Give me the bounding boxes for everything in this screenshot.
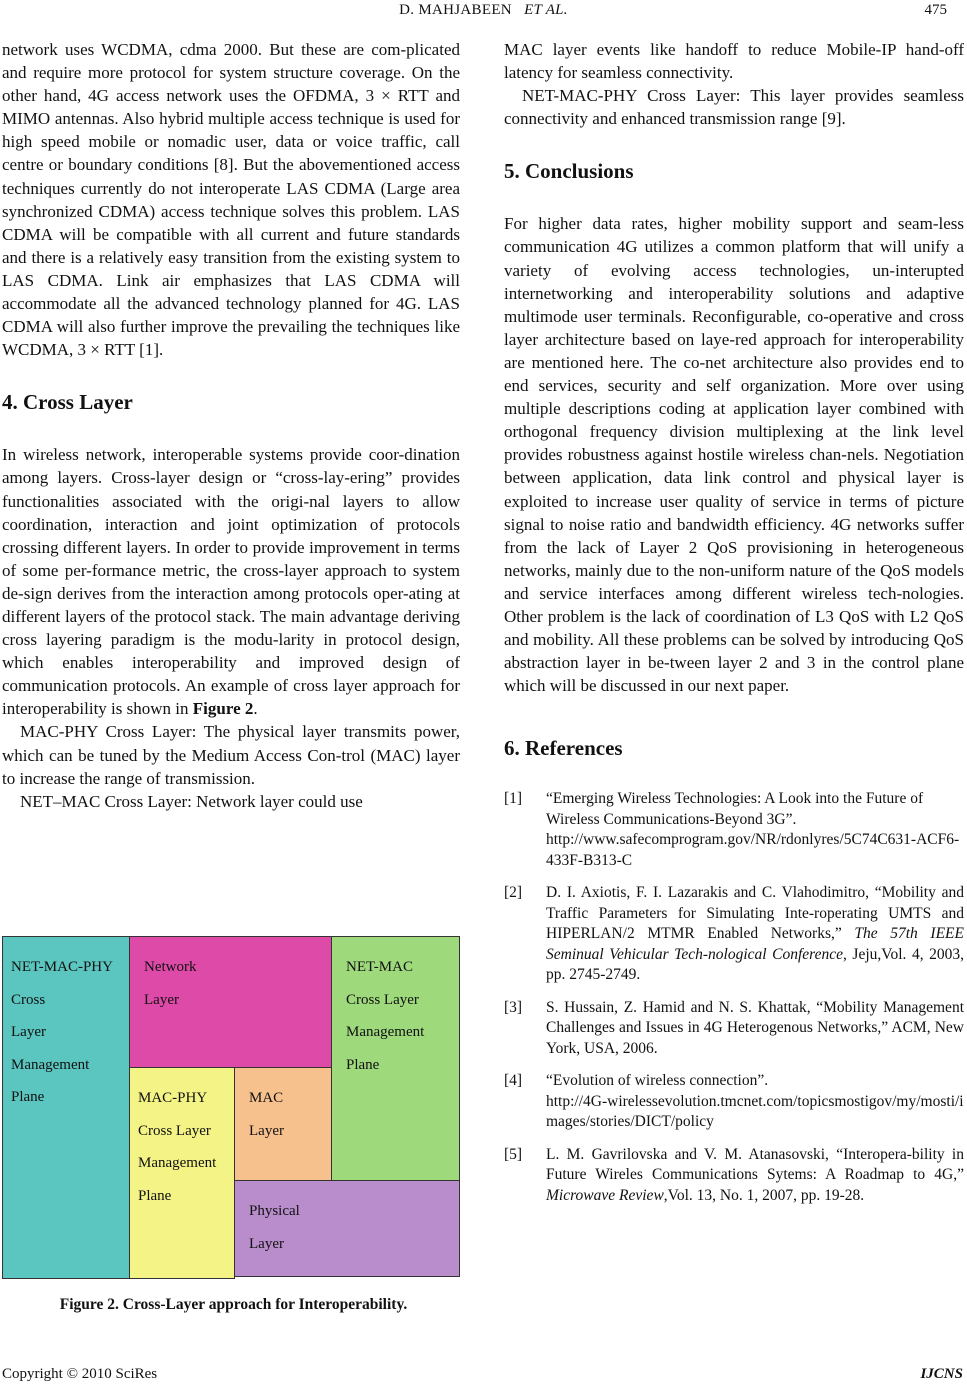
figure-reference-link[interactable]: Figure 2 <box>192 699 254 719</box>
reference-url[interactable]: http://4G-wirelessevolution.tmcnet.com/topicsmostigov/my/mosti/images/stories/DICT/policy <box>546 1092 964 1131</box>
reference-text: S. Hussain, Z. Hamid and N. S. Khattak, “Mobility Management Challenges and Issues in 4G Heterogenous Networks,” ACM, New York, USA, 2006. <box>546 998 964 1057</box>
reference-number: [1] <box>504 790 523 808</box>
paragraph-access-techniques: network uses WCDMA, cdma 2000. But these are com-plicated and require more protocol for system structure coverage. On the other hand, 4G access network uses the OFDMA, 3 × RTT and MIMO antennas. Also hybrid multiple access technique is used for high speed mobile or nomadic user, data or voice traffic, call centre or boundary conditions [8]. But the abovementioned access techniques currently do not interoperate LAS CDMA (Large area synchronized CDMA) access technique solves this problem. LAS CDMA will be compatible with all current and future standards and there is a relatively easy transition from the existing system to LAS CDMA. Link air emphasizes that LAS CDMA will accommodate all the advanced technology planned for 4G. LAS CDMA will also further improve the prevailing the techniques like WCDMA, 3 × RTT [1]. <box>2 40 460 360</box>
reference-authors-title: D. I. Axiotis, F. I. Lazarakis and C. Vlahodimitro, “Mobility and Traffic Parameters for Simulating Inte-roperating UMTS and HIPERLAN/2 MTMR Enabled Networks,” <box>546 884 964 943</box>
mac-phy-label: Plane <box>138 1187 172 1204</box>
net-mac-plane-box <box>331 936 460 1182</box>
mac-layer-label: Layer <box>249 1122 284 1139</box>
mac-layer-label: MAC <box>249 1090 284 1106</box>
mac-phy-label: Management <box>138 1155 217 1171</box>
paragraph-mac-events: MAC layer events like handoff to reduce Mobile-IP hand-off latency for seamless connectivity. <box>504 40 964 83</box>
running-header <box>0 2 967 19</box>
footer-journal: IJCNS <box>920 1366 963 1382</box>
reference-item <box>504 789 964 871</box>
reference-title: “Emerging Wireless Technologies: A Look into the Future of Wireless Communications-Beyond 3G”. <box>546 790 924 828</box>
reference-details: ,Vol. 13, No. 1, 2007, pp. 19-28. <box>663 1186 865 1204</box>
page-number: 475 <box>924 2 947 18</box>
figure-caption: Figure 2. Cross-Layer approach for Interoperability. <box>59 1296 408 1313</box>
reference-number: [5] <box>504 1145 523 1163</box>
section-heading-cross-layer: 4. Cross Layer <box>2 390 133 415</box>
header-author: D. MAHJABEEN <box>399 2 512 18</box>
left-column <box>2 38 460 813</box>
net-mac-phy-label: Plane <box>11 1089 45 1105</box>
reference-list <box>504 789 964 1206</box>
mac-phy-plane-box <box>129 1067 235 1279</box>
mac-phy-label: MAC-PHY <box>138 1090 208 1106</box>
reference-item <box>504 1071 964 1133</box>
net-mac-phy-label: Cross <box>11 991 46 1008</box>
reference-details: , Jeju,Vol. 4, 2003, pp. 2745-2749. <box>546 945 964 984</box>
network-layer-label: Layer <box>144 991 179 1008</box>
mac-layer-box <box>234 1067 332 1182</box>
physical-layer-box <box>234 1180 460 1277</box>
reference-authors-title: L. M. Gavrilovska and V. M. Atanasovski, “Interopera-bility in Future Wireles Communications Sytems: A Roadmap to 4G,” <box>546 1145 964 1184</box>
section-heading-references: 6. References <box>504 736 623 761</box>
paragraph-cross-layer-intro <box>2 443 460 720</box>
net-mac-label: Plane <box>346 1056 380 1073</box>
cross-layer-intro-text: In wireless network, interoperable systems provide coor-dination among layers. Cross-layer design or “cross-lay-ering” provides functionalities associated with the origi-nal layers to allow coordination, interaction and joint optimization of protocols crossing different layers. In order to provide improvement in terms of some per-formance metric, the cross-layer approach to system de-sign derives from the interaction among protocols oper-ating at different layers of the protocol stack. The main advantage deriving cross layering paradigm is the modu-larity in protocol design, which enables interoperability and improved design of communication protocols. An example of cross layer approach for interoperability is shown in <box>2 445 460 719</box>
paragraph-net-mac: NET–MAC Cross Layer: Network layer could use <box>20 791 363 811</box>
reference-title: “Evolution of wireless connection”. <box>546 1072 769 1090</box>
physical-layer-label: Physical <box>249 1203 300 1219</box>
reference-venue: Microwave Review <box>546 1186 664 1204</box>
reference-number: [3] <box>504 998 523 1016</box>
net-mac-phy-label: NET-MAC-PHY <box>11 959 113 975</box>
net-mac-phy-label: Layer <box>11 1024 46 1040</box>
physical-layer-label: Layer <box>249 1235 284 1252</box>
paragraph-net-mac-phy: NET-MAC-PHY Cross Layer: This layer provides seamless connectivity and enhanced transmission range [9]. <box>504 86 964 129</box>
figure-cross-layer-diagram <box>2 936 460 1279</box>
reference-number: [4] <box>504 1072 523 1090</box>
right-column <box>504 38 964 1218</box>
cross-layer-intro-end: . <box>253 699 258 719</box>
net-mac-phy-label: Management <box>11 1056 90 1073</box>
net-mac-phy-plane-box <box>2 936 130 1279</box>
reference-item <box>504 883 964 986</box>
reference-item <box>504 1145 964 1207</box>
mac-phy-label: Cross Layer <box>138 1122 211 1139</box>
section-heading-conclusions: 5. Conclusions <box>504 159 634 184</box>
header-et-al: ET AL. <box>524 2 568 18</box>
net-mac-label: NET-MAC <box>346 959 413 975</box>
reference-url[interactable]: http://www.safecomprogram.gov/NR/rdonlyres/5C74C631-ACF6-433F-B313-C <box>546 831 960 869</box>
paragraph-conclusions: For higher data rates, higher mobility support and seam-less communication 4G utilizes a common platform that will unify a variety of evolving access technologies, un-interupted internetworking and interoperability solutions and adaptive multimode user terminals. Reconfigurable, co-operative and cross layer architecture based on laye-red approach for interoperability are mentioned here. The co-net architecture also provides end to end services, security and self organization. More over using multiple descriptions coding at application layer combined with orthogonal frequency division multiplexing at the link level provides robustness against hostile wireless chan-nels. Negotiation between application, data link control and physical layer is exploited to increase user quality of service in terms of picture signal to noise ratio and bandwidth efficiency. 4G networks suffer from the lack of Layer 2 QoS provisioning in heterogeneous networks, mainly due to the non-uniform nature of the QoS models and service interfaces among different wireless tech-nologies. Other problem is the lack of coordination of L3 QoS with L2 QoS and mobility. All these problems can be solved by introducing QoS abstraction layer in be-tween layer 2 and 3 in the control plane which will be discussed in our next paper. <box>504 214 964 696</box>
net-mac-label: Management <box>346 1024 425 1040</box>
paragraph-mac-phy: MAC-PHY Cross Layer: The physical layer transmits power, which can be tuned by the Medium Access Con-trol (MAC) layer to increase the range of transmission. <box>2 722 460 788</box>
net-mac-label: Cross Layer <box>346 991 419 1008</box>
footer-copyright: Copyright © 2010 SciRes <box>2 1366 158 1382</box>
reference-number: [2] <box>504 884 523 902</box>
network-layer-label: Network <box>144 959 197 975</box>
network-layer-box <box>129 936 332 1068</box>
reference-venue: The 57th IEEE Seminual Vehicular Tech-nological Conference <box>546 925 964 963</box>
reference-item <box>504 998 964 1060</box>
